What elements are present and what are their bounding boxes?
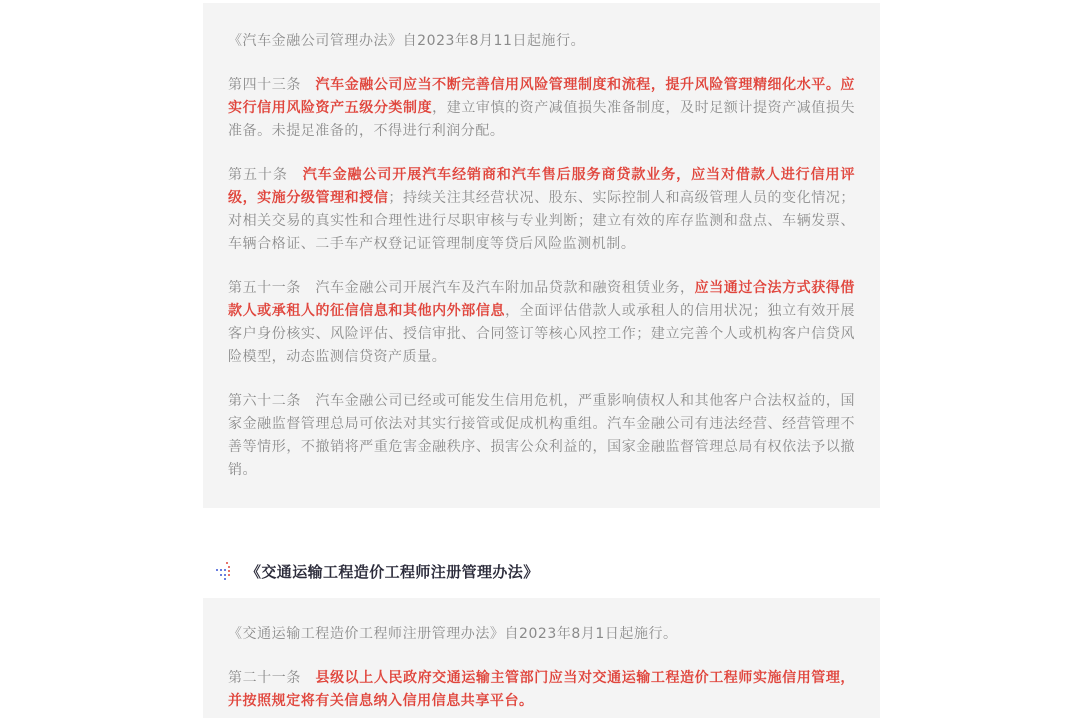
section-heading [215,560,539,582]
body-text: 第五十条 [228,167,303,183]
body-text: 第四十三条 [228,77,316,93]
body-text: ，建立审慎的资产减值损失准备制度，及时足额计提资产减值损失准备。未提足准备的，不得进行利润分配。 [228,100,856,139]
law-excerpt-box-auto-finance [203,3,880,508]
article-43 [228,74,855,143]
body-text: 第五十一条 汽车金融公司开展汽车及汽车附加品贷款和融资租赁业务， [228,280,695,296]
body-text: 第二十一条 [228,670,316,686]
highlighted-text: 汽车金融公司应当不断完善信用风险管理制度和流程，提升风险管理精细化水平。应实行信用风险资产五级分类制度 [228,77,855,116]
intro-paragraph: 《汽车金融公司管理办法》自2023年8月11日起施行。 [228,33,586,49]
article-50 [228,164,855,256]
dot [228,566,230,568]
law-excerpt-box-transport-engineer [203,598,880,718]
dot [224,569,226,571]
article-62 [228,390,855,482]
dot [228,570,230,572]
highlighted-text: 县级以上人民政府交通运输主管部门应当对交通运输工程造价工程师实施信用管理，并按照规定将有关信息纳入信用信息共享平台。 [228,670,855,709]
body-text: ；持续关注其经营状况、股东、实际控制人和高级管理人员的变化情况；对相关交易的真实性和合理性进行尽职审核与专业判断；建立有效的库存监测和盘点、车辆发票、车辆合格证、二手车产权登记证管理制度等贷后风险监测机制。 [228,190,855,252]
dot [220,574,222,576]
article-51 [228,277,855,369]
dot [220,569,222,571]
dot [216,569,218,571]
dot [228,574,230,576]
article-21 [228,667,855,713]
section-title: 《交通运输工程造价工程师注册管理办法》 [246,562,539,581]
dots-icon [215,560,231,582]
dot [226,562,228,564]
dot [224,578,226,580]
highlighted-text: 汽车金融公司开展汽车经销商和汽车售后服务商贷款业务，应当对借款人进行信用评级，实施分级管理和授信 [228,167,855,206]
body-text: 第六十二条 汽车金融公司已经或可能发生信用危机，严重影响债权人和其他客户合法权益的，国家金融监督管理总局可依法对其实行接管或促成机构重组。汽车金融公司有违法经营、经营管理不善等情形，不撤销将严重危害金融秩序、损害公众利益的，国家金融监督管理总局有权依法予以撤销。 [228,393,855,478]
highlighted-text: 应当通过合法方式获得借款人或承租人的征信信息和其他内外部信息 [228,280,855,319]
body-text: ，全面评估借款人或承租人的信用状况；独立有效开展客户身份核实、风险评估、授信审批、合同签订等核心风控工作；建立完善个人或机构客户信贷风险模型，动态监测信贷资产质量。 [228,303,855,365]
dot [224,574,226,576]
intro-paragraph: 《交通运输工程造价工程师注册管理办法》自2023年8月1日起施行。 [228,626,678,642]
